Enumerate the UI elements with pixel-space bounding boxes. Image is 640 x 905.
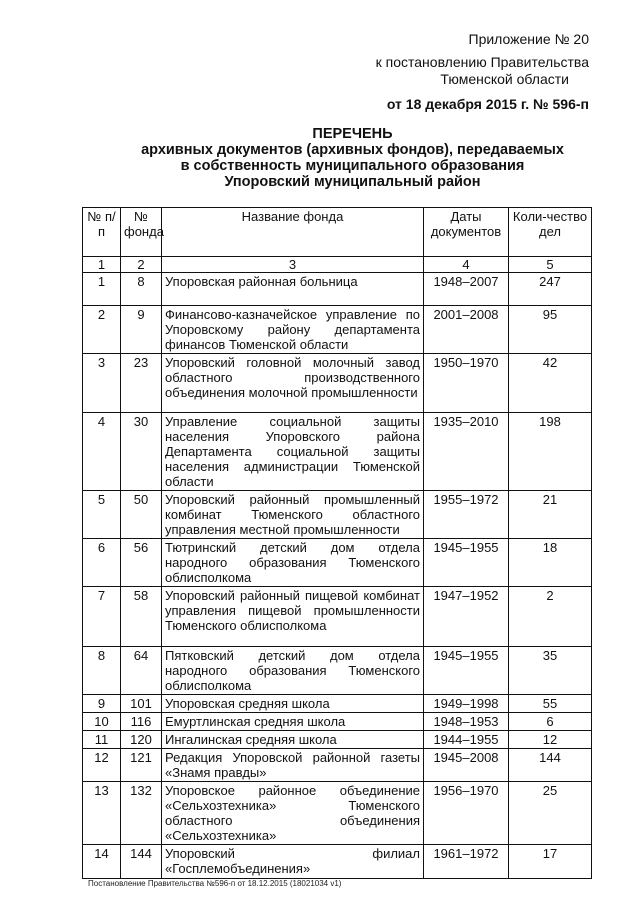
row-number: 2 bbox=[83, 306, 121, 354]
column-number-row bbox=[83, 257, 592, 273]
file-count: 12 bbox=[509, 731, 592, 749]
table-row bbox=[83, 695, 592, 713]
header-fond: № фонда bbox=[121, 208, 162, 257]
row-number: 13 bbox=[83, 782, 121, 845]
row-number: 4 bbox=[83, 413, 121, 491]
row-number: 5 bbox=[83, 491, 121, 539]
fond-name: Ингалинская средняя школа bbox=[162, 731, 424, 749]
fond-name: Упоровский районный пищевой комбинат управления пищевой промышленности Тюменского облисполкома bbox=[162, 587, 424, 647]
fond-name: Финансово-казначейское управление по Упоровскому району департамента финансов Тюменской области bbox=[162, 306, 424, 354]
table-row bbox=[83, 782, 592, 845]
fond-name: Пятковский детский дом отдела народного образования Тюменского облисполкома bbox=[162, 647, 424, 695]
fond-name: Емуртлинская средняя школа bbox=[162, 713, 424, 731]
title-line-4: Упоровский муниципальный район bbox=[224, 174, 481, 190]
document-dates: 1944–1955 bbox=[424, 731, 509, 749]
document-title bbox=[80, 126, 625, 190]
row-number: 6 bbox=[83, 539, 121, 587]
table-row bbox=[83, 273, 592, 306]
fond-number: 9 bbox=[121, 306, 162, 354]
document-dates: 1935–2010 bbox=[424, 413, 509, 491]
document-dates: 1950–1970 bbox=[424, 354, 509, 413]
document-dates: 2001–2008 bbox=[424, 306, 509, 354]
fonds-table bbox=[82, 207, 592, 879]
file-count: 95 bbox=[509, 306, 592, 354]
file-count: 25 bbox=[509, 782, 592, 845]
table-row bbox=[83, 749, 592, 782]
fond-name: Тютринский детский дом отдела народного образования Тюменского облисполкома bbox=[162, 539, 424, 587]
appendix-decree: к постановлению Правительства bbox=[375, 54, 589, 70]
table-header-row bbox=[83, 208, 592, 257]
file-count: 42 bbox=[509, 354, 592, 413]
fond-number: 132 bbox=[121, 782, 162, 845]
fond-name: Упоровская средняя школа bbox=[162, 695, 424, 713]
table-row bbox=[83, 306, 592, 354]
header-count: Коли-чество дел bbox=[509, 208, 592, 257]
file-count: 247 bbox=[509, 273, 592, 306]
column-number: 5 bbox=[509, 257, 592, 273]
fond-name: Упоровский головной молочный завод областного производственного объединения молочной промышленности bbox=[162, 354, 424, 413]
fond-number: 58 bbox=[121, 587, 162, 647]
table-row bbox=[83, 539, 592, 587]
file-count: 17 bbox=[509, 845, 592, 879]
fond-name: Упоровское районное объединение «Сельхозтехника» Тюменского областного объединения «Сельхозтехника» bbox=[162, 782, 424, 845]
row-number: 11 bbox=[83, 731, 121, 749]
column-number: 1 bbox=[83, 257, 121, 273]
row-number: 12 bbox=[83, 749, 121, 782]
fond-name: Упоровский районный промышленный комбинат Тюменского областного управления местной промышленности bbox=[162, 491, 424, 539]
file-count: 55 bbox=[509, 695, 592, 713]
document-dates: 1945–2008 bbox=[424, 749, 509, 782]
table-row bbox=[83, 587, 592, 647]
document-dates: 1956–1970 bbox=[424, 782, 509, 845]
appendix-region: Тюменской области bbox=[440, 71, 569, 87]
table-row bbox=[83, 731, 592, 749]
fond-number: 144 bbox=[121, 845, 162, 879]
file-count: 2 bbox=[509, 587, 592, 647]
document-dates: 1949–1998 bbox=[424, 695, 509, 713]
file-count: 6 bbox=[509, 713, 592, 731]
file-count: 35 bbox=[509, 647, 592, 695]
fond-name: Упоровский филиал «Госплемобъединения» bbox=[162, 845, 424, 879]
title-line-2: архивных документов (архивных фондов), передаваемых bbox=[141, 142, 564, 158]
document-dates: 1945–1955 bbox=[424, 647, 509, 695]
table-row bbox=[83, 845, 592, 879]
document-dates: 1948–1953 bbox=[424, 713, 509, 731]
document-dates: 1945–1955 bbox=[424, 539, 509, 587]
fond-number: 64 bbox=[121, 647, 162, 695]
footer-note: Постановление Правительства №596-п от 18.12.2015 (18021034 v1) bbox=[88, 879, 342, 888]
row-number: 7 bbox=[83, 587, 121, 647]
fond-number: 8 bbox=[121, 273, 162, 306]
file-count: 144 bbox=[509, 749, 592, 782]
document-dates: 1948–2007 bbox=[424, 273, 509, 306]
table-row bbox=[83, 413, 592, 491]
header-name: Название фонда bbox=[162, 208, 424, 257]
document-dates: 1955–1972 bbox=[424, 491, 509, 539]
table-row bbox=[83, 713, 592, 731]
row-number: 10 bbox=[83, 713, 121, 731]
column-number: 4 bbox=[424, 257, 509, 273]
table-row bbox=[83, 354, 592, 413]
table-row bbox=[83, 647, 592, 695]
fond-name: Упоровская районная больница bbox=[162, 273, 424, 306]
row-number: 8 bbox=[83, 647, 121, 695]
table-body bbox=[83, 273, 592, 879]
header-num: № п/п bbox=[83, 208, 121, 257]
column-number: 3 bbox=[162, 257, 424, 273]
title-line-3: в собственность муниципального образования bbox=[180, 158, 525, 174]
row-number: 1 bbox=[83, 273, 121, 306]
fond-number: 56 bbox=[121, 539, 162, 587]
file-count: 18 bbox=[509, 539, 592, 587]
row-number: 14 bbox=[83, 845, 121, 879]
document-dates: 1947–1952 bbox=[424, 587, 509, 647]
appendix-number: Приложение № 20 bbox=[468, 31, 589, 47]
title-heading: ПЕРЕЧЕНЬ bbox=[312, 126, 393, 142]
file-count: 21 bbox=[509, 491, 592, 539]
appendix-block bbox=[376, 31, 589, 113]
fond-name: Управление социальной защиты населения Упоровского района Департамента социальной защиты населения администрации Тюменской области bbox=[162, 413, 424, 491]
row-number: 9 bbox=[83, 695, 121, 713]
row-number: 3 bbox=[83, 354, 121, 413]
fond-number: 120 bbox=[121, 731, 162, 749]
file-count: 198 bbox=[509, 413, 592, 491]
table-row bbox=[83, 491, 592, 539]
fond-number: 121 bbox=[121, 749, 162, 782]
fond-name: Редакция Упоровской районной газеты «Знамя правды» bbox=[162, 749, 424, 782]
document-dates: 1961–1972 bbox=[424, 845, 509, 879]
column-number: 2 bbox=[121, 257, 162, 273]
fond-number: 101 bbox=[121, 695, 162, 713]
appendix-date: от 18 декабря 2015 г. № 596-п bbox=[386, 96, 589, 112]
fond-number: 23 bbox=[121, 354, 162, 413]
fond-number: 116 bbox=[121, 713, 162, 731]
fond-number: 30 bbox=[121, 413, 162, 491]
fond-number: 50 bbox=[121, 491, 162, 539]
header-dates: Даты документов bbox=[424, 208, 509, 257]
